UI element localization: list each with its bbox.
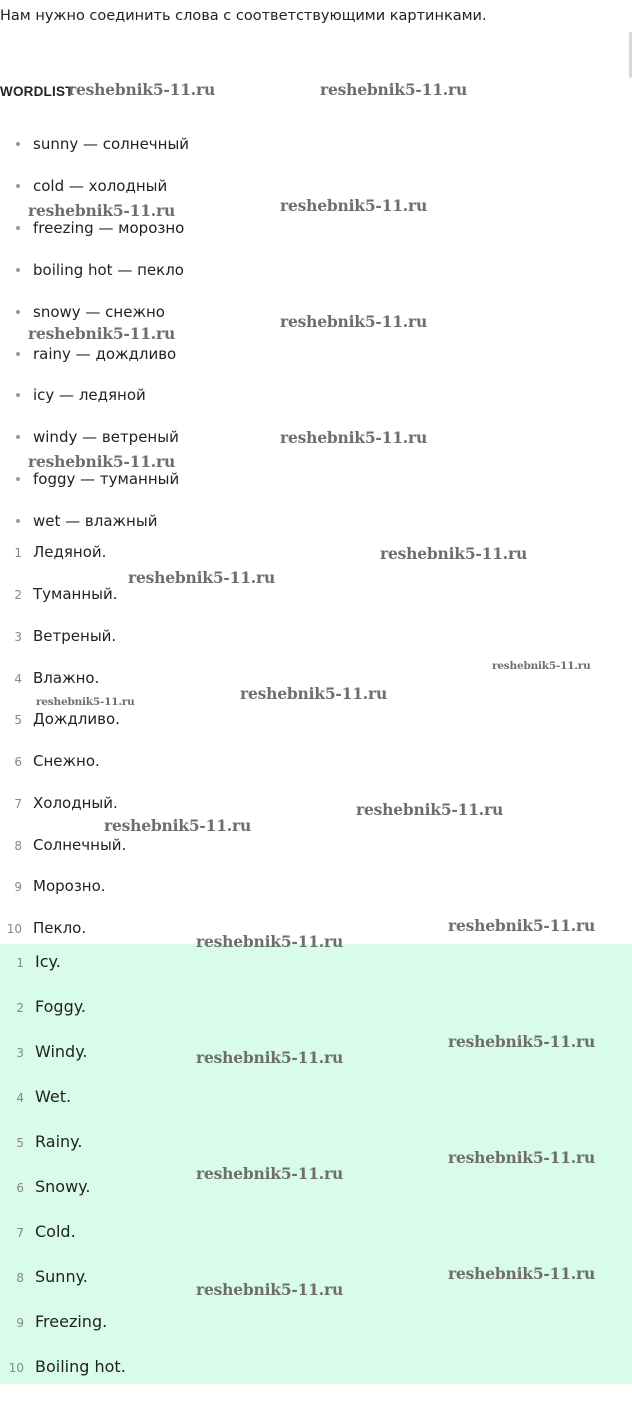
item-number: 3 [14,630,22,644]
watermark: reshebnik5-11.ru [448,1148,596,1167]
answer-ru-item [0,585,118,603]
wordlist-item [16,177,167,195]
watermark: reshebnik5-11.ru [320,80,468,99]
item-number: 2 [16,1001,24,1015]
watermark: reshebnik5-11.ru [196,932,344,951]
bullet-icon [16,184,20,188]
answer-ru-text: Морозно. [33,877,106,895]
watermark: reshebnik5-11.ru [68,80,216,99]
item-number: 9 [16,1316,24,1330]
bullet-icon [16,268,20,272]
answer-en-item [0,1267,88,1286]
item-number: 8 [16,1271,24,1285]
watermark: reshebnik5-11.ru [448,1032,596,1051]
bullet-icon [16,519,20,523]
answer-ru-text: Ветреный. [33,627,117,645]
watermark: reshebnik5-11.ru [280,196,428,215]
answer-en-item [0,1312,107,1331]
answer-en-text: Snowy. [35,1177,91,1196]
watermark: reshebnik5-11.ru [380,544,528,563]
answer-en-text: Windy. [35,1042,88,1061]
wordlist-item-text: sunny — солнечный [33,135,190,153]
answer-en-item [0,1132,82,1151]
item-number: 4 [16,1091,24,1105]
answer-en-text: Foggy. [35,997,87,1016]
answer-en-item [0,997,86,1016]
bullet-icon [16,352,20,356]
answer-en-text: Freezing. [35,1312,108,1331]
item-number: 6 [16,1181,24,1195]
answer-en-item [0,1087,71,1106]
watermark: reshebnik5-11.ru [448,916,596,935]
answer-en-text: Boiling hot. [35,1357,126,1376]
watermark: reshebnik5-11.ru [356,800,504,819]
wordlist-item-text: snowy — снежно [33,303,165,321]
answer-ru-text: Туманный. [33,585,118,603]
wordlist-item [16,135,189,153]
answer-en-item [0,1222,76,1241]
item-number: 10 [6,922,22,936]
watermark: reshebnik5-11.ru [280,428,428,447]
wordlist-item [16,219,184,237]
answer-en-item [0,1357,126,1376]
wordlist-item-text: rainy — дождливо [33,345,177,363]
task-intro: Нам нужно соединить слова с соответствующими картинками. [0,8,487,24]
answer-ru-text: Холодный. [33,794,118,812]
item-number: 1 [16,956,24,970]
answer-ru-item [0,543,106,561]
wordlist-item-text: cold — холодный [33,177,168,195]
bullet-icon [16,226,20,230]
watermark: reshebnik5-11.ru [28,324,176,343]
answer-en-text: Sunny. [35,1267,88,1286]
answer-en-item [0,952,61,971]
watermark: reshebnik5-11.ru [492,660,591,672]
watermark: reshebnik5-11.ru [196,1164,344,1183]
wordlist-item [16,345,176,363]
bullet-icon [16,310,20,314]
item-number: 7 [16,1226,24,1240]
wordlist-item-text: wet — влажный [33,512,158,530]
wordlist-item [16,470,179,488]
answer-en-text: Cold. [35,1222,76,1241]
wordlist-item [16,261,184,279]
wordlist-item [16,512,157,530]
item-number: 1 [14,546,22,560]
item-number: 9 [14,880,22,894]
item-number: 8 [14,839,22,853]
watermark: reshebnik5-11.ru [448,1264,596,1283]
bullet-icon [16,142,20,146]
wordlist-item-text: boiling hot — пекло [33,261,184,279]
answer-ru-item [0,794,118,812]
answer-ru-item [0,710,120,728]
answer-ru-text: Ледяной. [33,543,107,561]
watermark: reshebnik5-11.ru [196,1048,344,1067]
item-number: 6 [14,755,22,769]
item-number: 3 [16,1046,24,1060]
answer-ru-item [0,669,99,687]
item-number: 2 [14,588,22,602]
answer-ru-item [0,627,116,645]
answer-ru-item [0,836,126,854]
item-number: 4 [14,672,22,686]
answer-en-item [0,1042,87,1061]
answer-ru-text: Солнечный. [33,836,127,854]
wordlist-item [16,303,165,321]
answer-ru-item [0,877,106,895]
watermark: reshebnik5-11.ru [128,568,276,587]
answer-en-text: Wet. [35,1087,72,1106]
wordlist-item [16,428,179,446]
wordlist-item-text: windy — ветреный [33,428,179,446]
wordlist-item-text: icy — ледяной [33,386,146,404]
wordlist-heading: WORDLIST [0,84,74,99]
answer-ru-text: Пекло. [33,919,87,937]
wordlist-item-text: foggy — туманный [33,470,180,488]
answer-ru-text: Влажно. [33,669,100,687]
watermark: reshebnik5-11.ru [280,312,428,331]
answer-en-text: Rainy. [35,1132,83,1151]
item-number: 5 [14,713,22,727]
item-number: 7 [14,797,22,811]
watermark: reshebnik5-11.ru [36,696,135,708]
watermark: reshebnik5-11.ru [28,452,176,471]
bullet-icon [16,435,20,439]
answer-ru-text: Дождливо. [33,710,120,728]
answer-en-text: Icy. [35,952,61,971]
wordlist-item [16,386,146,404]
answer-ru-item [0,752,100,770]
bullet-icon [16,393,20,397]
watermark: reshebnik5-11.ru [28,201,176,220]
item-number: 10 [8,1361,24,1375]
watermark: reshebnik5-11.ru [240,684,388,703]
wordlist-item-text: freezing — морозно [33,219,185,237]
answer-en-item [0,1177,90,1196]
answer-ru-item [0,919,86,937]
answer-ru-text: Снежно. [33,752,100,770]
bullet-icon [16,477,20,481]
watermark: reshebnik5-11.ru [196,1280,344,1299]
item-number: 5 [16,1136,24,1150]
watermark: reshebnik5-11.ru [104,816,252,835]
